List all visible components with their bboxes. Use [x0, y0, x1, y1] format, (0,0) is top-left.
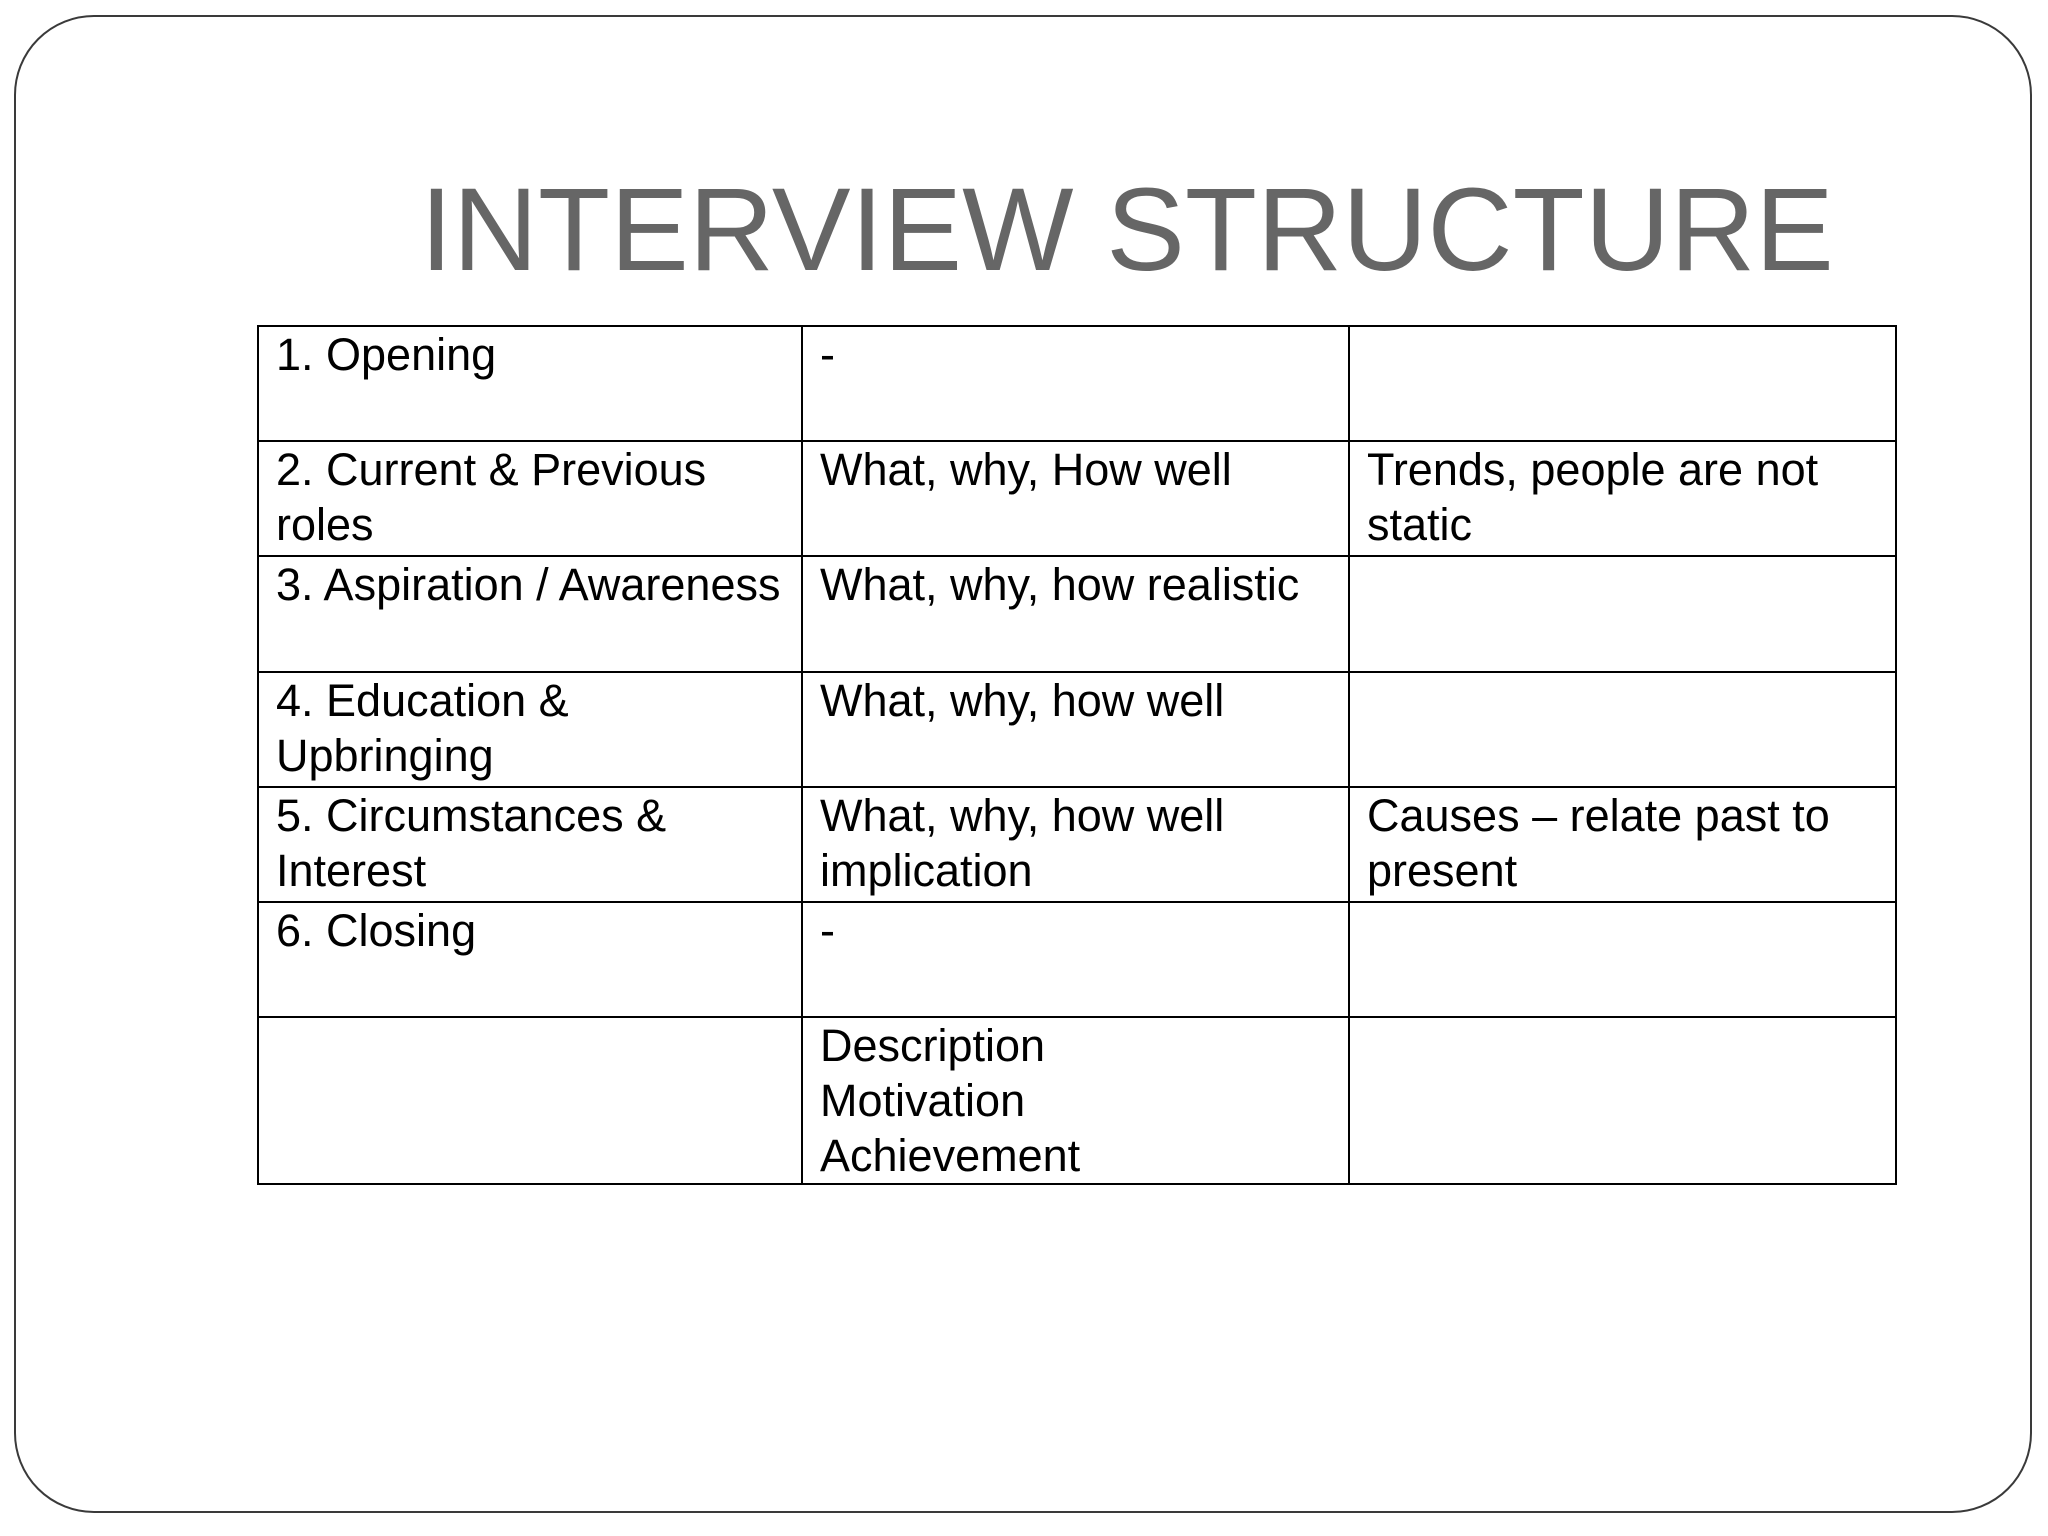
table-cell: What, why, How well [802, 441, 1349, 556]
slide-title: INTERVIEW STRUCTURE [420, 164, 1834, 296]
table-cell: 3. Aspiration / Awareness [258, 556, 802, 672]
interview-structure-table [257, 325, 1897, 1185]
table-cell: What, why, how well [802, 672, 1349, 787]
table-cell [1349, 326, 1896, 441]
table-cell: 4. Education & Upbringing [258, 672, 802, 787]
table-row [258, 1017, 1896, 1184]
table-row [258, 672, 1896, 787]
table-cell [1349, 556, 1896, 672]
table-cell [1349, 902, 1896, 1017]
table-row [258, 787, 1896, 902]
table-row [258, 556, 1896, 672]
table-cell [1349, 672, 1896, 787]
table-cell: - [802, 326, 1349, 441]
table-cell: What, why, how realistic [802, 556, 1349, 672]
table-cell [1349, 1017, 1896, 1184]
table-row [258, 441, 1896, 556]
table-cell [258, 1017, 802, 1184]
table-cell: 6. Closing [258, 902, 802, 1017]
table-row [258, 326, 1896, 441]
table-cell: Trends, people are not static [1349, 441, 1896, 556]
table-cell: Description Motivation Achievement [802, 1017, 1349, 1184]
table-cell: 1. Opening [258, 326, 802, 441]
table-row [258, 902, 1896, 1017]
table-cell: 5. Circumstances & Interest [258, 787, 802, 902]
table-cell: 2. Current & Previous roles [258, 441, 802, 556]
table-cell: Causes – relate past to present [1349, 787, 1896, 902]
table-cell: - [802, 902, 1349, 1017]
table-cell: What, why, how well implication [802, 787, 1349, 902]
